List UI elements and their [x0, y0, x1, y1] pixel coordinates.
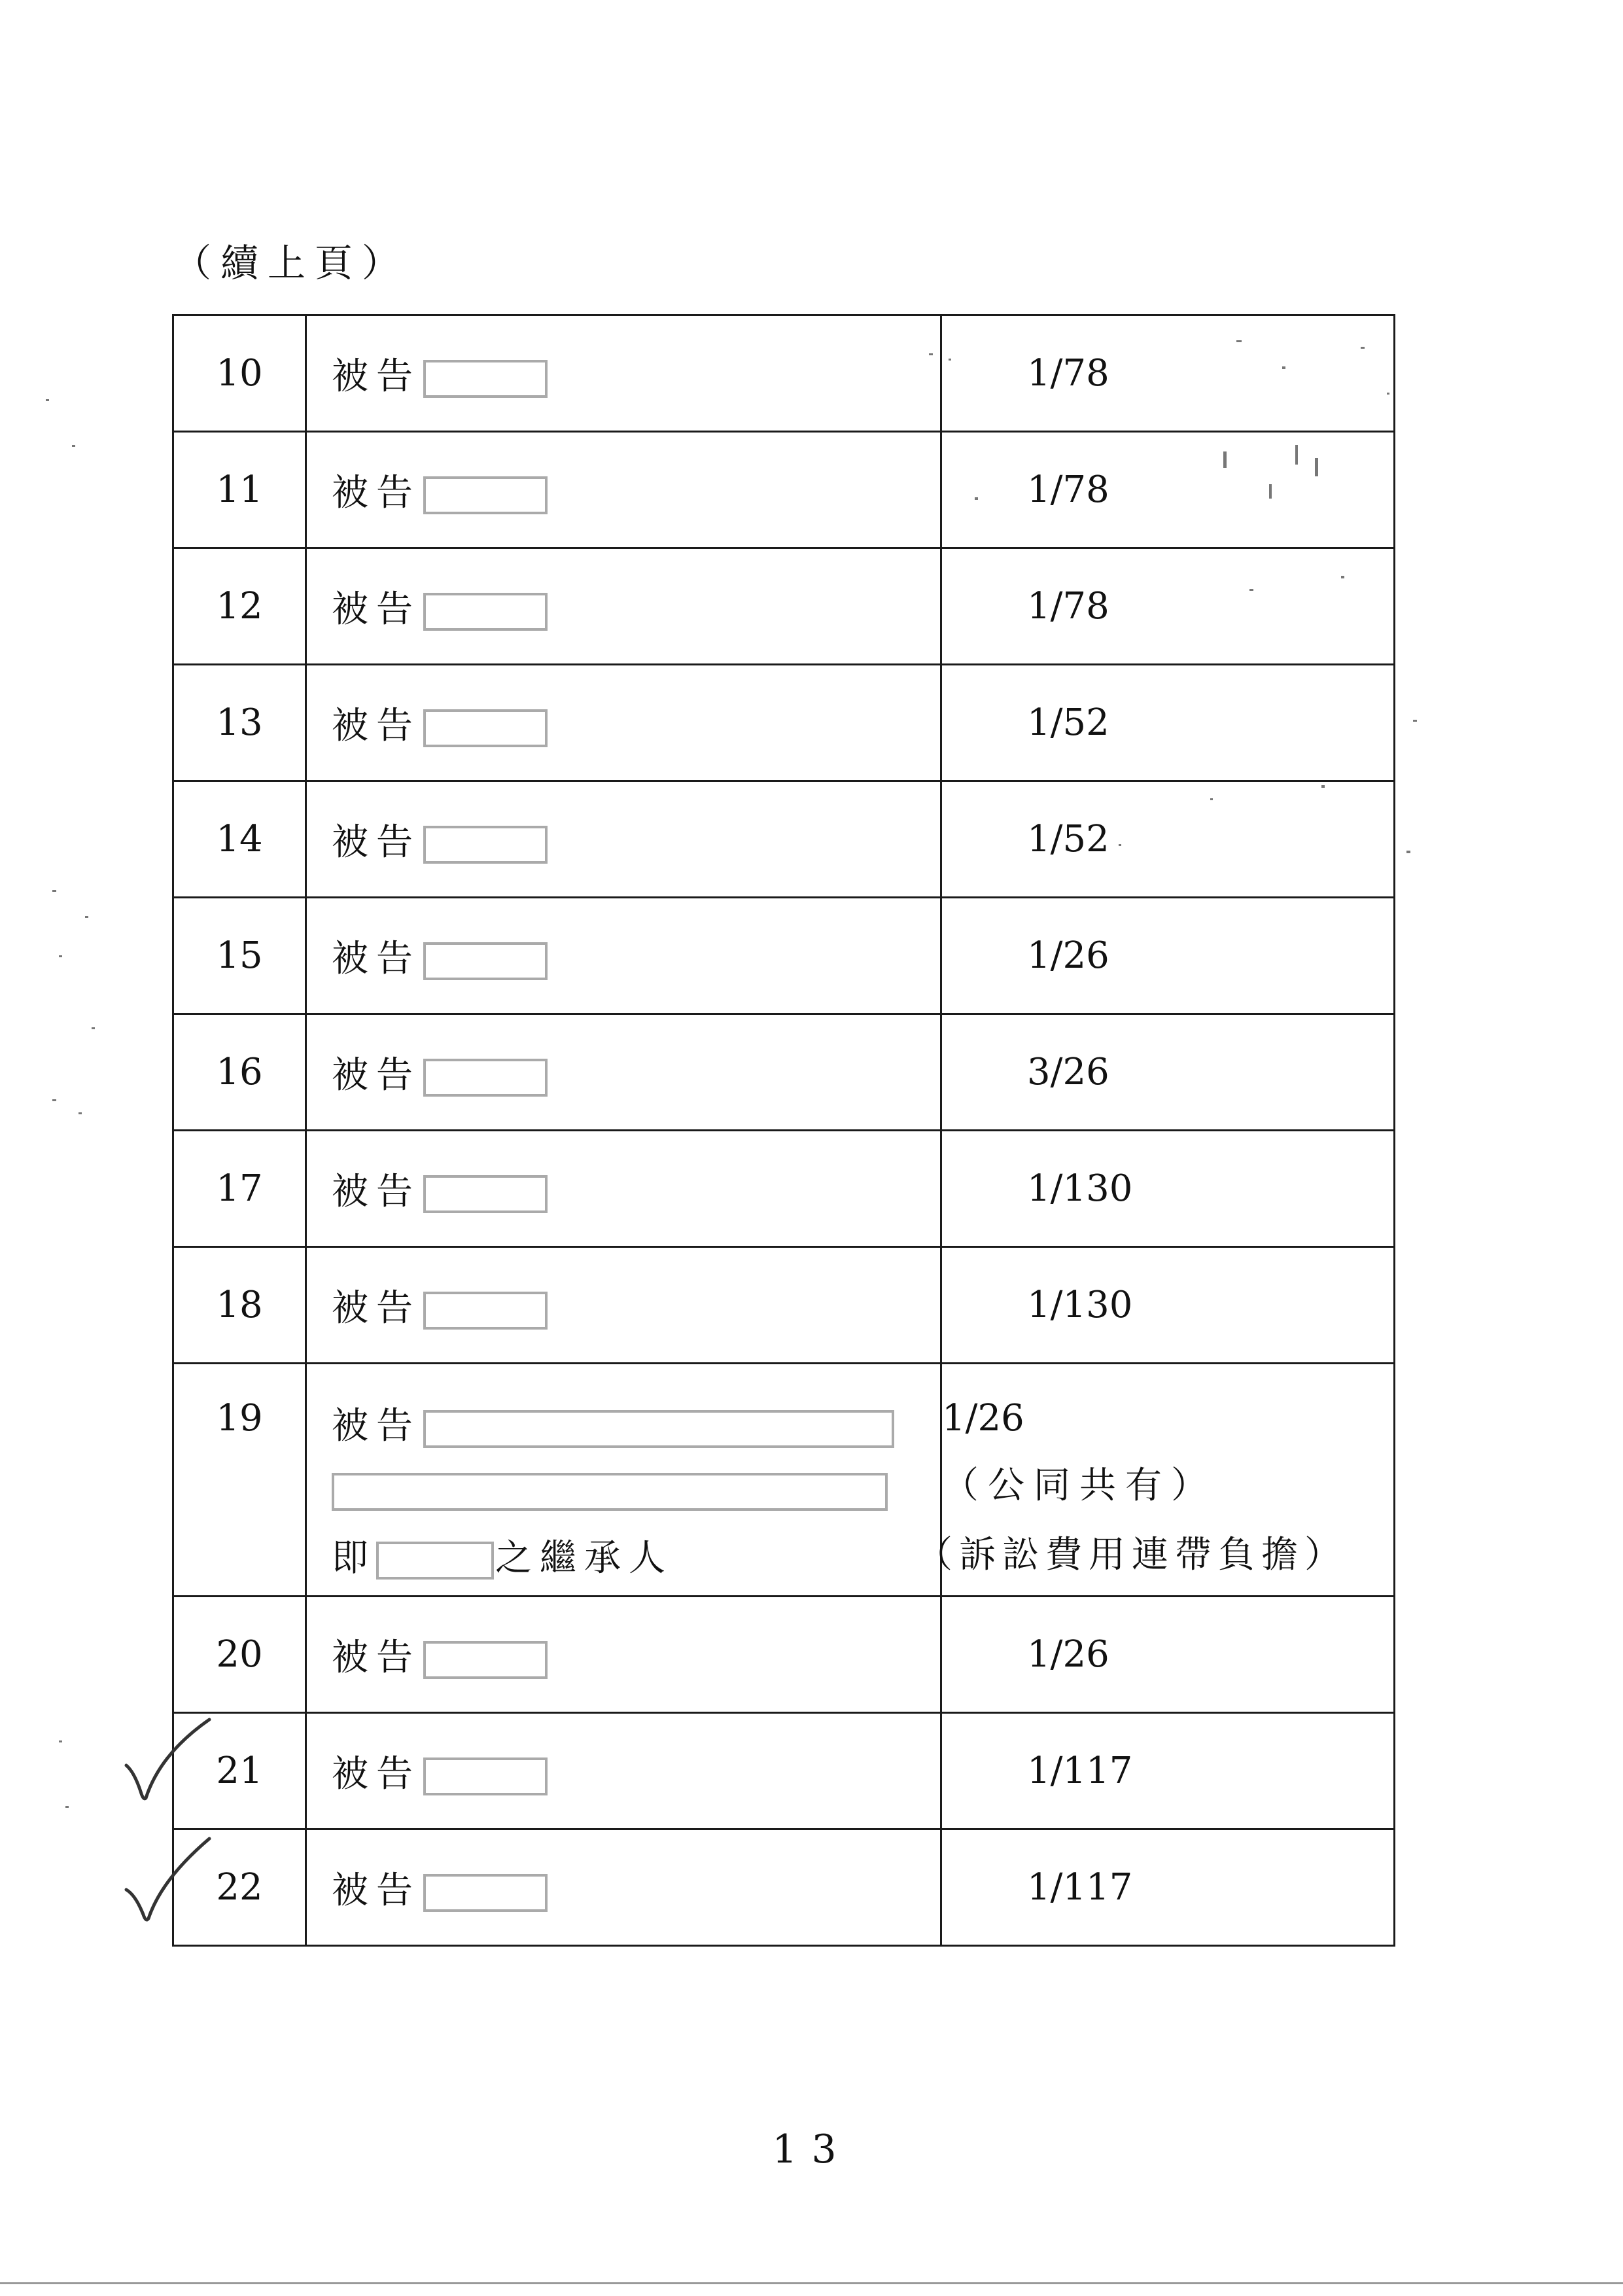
party-label: 被告: [332, 1170, 421, 1213]
party-cell: [306, 1014, 941, 1131]
party-cell: [306, 1597, 941, 1713]
party-label: 被告: [332, 1752, 421, 1795]
party-label: 被告: [332, 937, 421, 980]
row-number: 17: [173, 1131, 306, 1247]
party-cell: [306, 315, 941, 432]
share-cell: [916, 1364, 1395, 1597]
party-cell: [306, 1829, 941, 1946]
table-row: [173, 1247, 1395, 1364]
party-label: 被告: [332, 821, 421, 864]
redacted-name: [376, 1542, 494, 1580]
party-cell: [306, 1364, 941, 1597]
row-number: 16: [173, 1014, 306, 1131]
row-number: 19: [173, 1364, 306, 1597]
redacted-name: [423, 593, 548, 631]
share-value: 1/26: [942, 1397, 1024, 1439]
shares-table: [172, 314, 1395, 1947]
party-label: 被告: [332, 1636, 421, 1679]
redacted-name: [423, 709, 548, 747]
party-label: 被告: [332, 1869, 421, 1912]
party-label: 被告: [332, 471, 421, 514]
party-cell: [306, 548, 941, 665]
share-note-joint-ownership: （公同共有）: [942, 1464, 1217, 1507]
table-row: [173, 1829, 1395, 1946]
table-row: [173, 1014, 1395, 1131]
redacted-name: [423, 1175, 548, 1213]
share-value: 1/130: [941, 1247, 1395, 1364]
heir-suffix: 之繼承人: [495, 1536, 673, 1580]
share-value: 1/78: [941, 315, 1395, 432]
share-value: 1/130: [941, 1131, 1395, 1247]
row-number: 12: [173, 548, 306, 665]
share-value: 3/26: [941, 1014, 1395, 1131]
party-label: 被告: [332, 704, 421, 747]
table-row: [173, 548, 1395, 665]
redacted-name: [332, 1473, 888, 1511]
party-label: 被告: [332, 1405, 421, 1447]
share-value: 1/26: [941, 898, 1395, 1014]
party-cell: [306, 1131, 941, 1247]
redacted-name: [423, 826, 548, 864]
redacted-name: [423, 360, 548, 398]
table-row: [173, 781, 1395, 898]
redacted-name: [423, 1059, 548, 1097]
row-number: 14: [173, 781, 306, 898]
share-value: 1/117: [941, 1829, 1395, 1946]
share-value: 1/52: [941, 781, 1395, 898]
table-row: [173, 665, 1395, 781]
row-number: 18: [173, 1247, 306, 1364]
redacted-name: [423, 942, 548, 980]
table-row: [173, 1364, 1395, 1597]
table-row: [173, 898, 1395, 1014]
share-value: 1/78: [941, 432, 1395, 548]
share-value: 1/26: [941, 1597, 1395, 1713]
table-row: [173, 1597, 1395, 1713]
party-cell: [306, 1713, 941, 1829]
table-row: [173, 1131, 1395, 1247]
redacted-name: [423, 1874, 548, 1912]
table-row: [173, 1713, 1395, 1829]
page-number: 13: [772, 2127, 851, 2172]
scan-edge-line: [0, 2282, 1623, 2284]
row-number: 20: [173, 1597, 306, 1713]
party-cell: [306, 1247, 941, 1364]
share-value: 1/117: [941, 1713, 1395, 1829]
checkmark-icon: [121, 1832, 213, 1930]
row-number: 13: [173, 665, 306, 781]
party-label: 被告: [332, 1286, 421, 1330]
party-cell: [306, 432, 941, 548]
redacted-name: [423, 1757, 548, 1795]
party-label: 被告: [332, 588, 421, 631]
heir-prefix: 即: [332, 1536, 376, 1580]
party-cell: [306, 665, 941, 781]
continuation-label: （續上頁）: [173, 241, 410, 285]
row-number: 15: [173, 898, 306, 1014]
party-cell: [306, 898, 941, 1014]
party-label: 被告: [332, 355, 421, 398]
redacted-name: [423, 1292, 548, 1330]
table-row: [173, 432, 1395, 548]
row-number: 22: [173, 1829, 306, 1946]
checkmark-icon: [121, 1714, 213, 1812]
share-value: 1/78: [941, 548, 1395, 665]
table-row: [173, 315, 1395, 432]
share-note-joint-costs: （訴訟費用連帶負擔）: [916, 1534, 1348, 1576]
redacted-name: [423, 1641, 548, 1679]
party-label: 被告: [332, 1053, 421, 1097]
row-number: 11: [173, 432, 306, 548]
party-cell: [306, 781, 941, 898]
share-value: 1/52: [941, 665, 1395, 781]
row-number: 10: [173, 315, 306, 432]
redacted-name: [423, 476, 548, 514]
redacted-name: [423, 1410, 894, 1448]
row-number: 21: [173, 1713, 306, 1829]
